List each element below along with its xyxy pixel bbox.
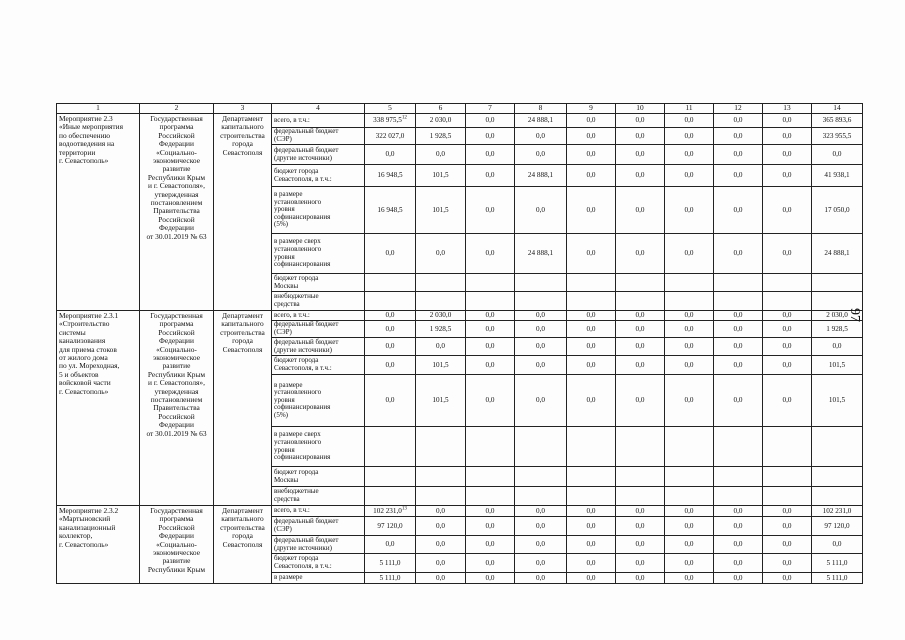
value-cell (515, 427, 567, 467)
value-cell: 0,0 (616, 234, 665, 274)
value-cell: 0,0 (763, 165, 812, 187)
value-cell: 0,0 (515, 554, 567, 573)
value-cell (416, 292, 466, 311)
header-row (57, 104, 863, 114)
value-cell (567, 427, 616, 467)
value-cell: 102 231,0 (812, 506, 863, 517)
value-cell: 0,0 (714, 506, 763, 517)
value-cell: 0,0 (763, 338, 812, 356)
value-cell: 0,0 (616, 165, 665, 187)
value-cell: 0,0 (466, 165, 515, 187)
value-cell: 5 111,0 (365, 554, 416, 573)
value-cell: 0,0 (763, 536, 812, 554)
header-cell: 9 (567, 104, 616, 114)
program-cell: Государственная программа Российской Федерации «Социально- экономическое развитие Республики Крым (140, 506, 214, 584)
header-cell: 4 (272, 104, 365, 114)
value-cell: 101,5 (812, 356, 863, 375)
header-cell: 8 (515, 104, 567, 114)
value-cell (466, 292, 515, 311)
value-cell: 0,0 (714, 536, 763, 554)
value-cell (416, 427, 466, 467)
value-cell: 0,0 (515, 311, 567, 321)
value-cell: 0,0 (416, 145, 466, 165)
value-cell: 0,0 (567, 338, 616, 356)
value-cell: 0,0 (665, 165, 714, 187)
value-cell: 24 888,1 (515, 234, 567, 274)
executor-cell: Департамент капитального строительства города Севастополя (214, 506, 272, 584)
value-cell: 0,0 (416, 338, 466, 356)
funding-source-cell: всего, в т.ч.: (272, 114, 365, 128)
funding-source-cell: всего, в т.ч.: (272, 311, 365, 321)
value-cell: 322 027,0 (365, 128, 416, 145)
funding-source-cell: внебюджетные средства (272, 292, 365, 311)
value-cell: 0,0 (714, 145, 763, 165)
header-cell: 3 (214, 104, 272, 114)
financing-table (56, 103, 863, 584)
value-cell: 101,5 (416, 375, 466, 427)
value-cell: 0,0 (665, 234, 714, 274)
value-cell: 0,0 (466, 114, 515, 128)
value-cell (616, 427, 665, 467)
value-cell: 0,0 (616, 554, 665, 573)
value-cell: 0,0 (567, 128, 616, 145)
table-row (57, 506, 863, 517)
value-cell: 0,0 (515, 506, 567, 517)
footnote-mark: 12 (401, 115, 407, 121)
value-cell (714, 274, 763, 292)
value-cell: 0,0 (763, 375, 812, 427)
value-cell (466, 487, 515, 506)
value-cell (616, 292, 665, 311)
value-cell (714, 427, 763, 467)
funding-source-cell: федеральный бюджет (другие источники) (272, 145, 365, 165)
value-cell: 0,0 (567, 311, 616, 321)
value-cell: 0,0 (515, 573, 567, 584)
value-cell: 0,0 (616, 321, 665, 338)
funding-source-cell: федеральный бюджет (другие источники) (272, 338, 365, 356)
value-cell (763, 487, 812, 506)
header-cell: 14 (812, 104, 863, 114)
value-cell: 0,0 (714, 517, 763, 536)
value-cell: 0,0 (616, 506, 665, 517)
value-cell (515, 292, 567, 311)
measure-cell: Мероприятие 2.3.2 «Мартыновский канализационный коллектор, г. Севастополь» (57, 506, 140, 584)
value-cell: 0,0 (665, 321, 714, 338)
value-cell: 0,0 (466, 536, 515, 554)
value-cell: 24 888,1 (812, 234, 863, 274)
value-cell: 0,0 (466, 375, 515, 427)
value-cell (812, 467, 863, 487)
value-cell: 0,0 (416, 517, 466, 536)
value-cell: 0,0 (616, 517, 665, 536)
header-cell: 2 (140, 104, 214, 114)
funding-source-cell: федеральный бюджет (другие источники) (272, 536, 365, 554)
value-cell: 0,0 (567, 573, 616, 584)
executor-cell: Департамент капитального строительства города Севастополя (214, 114, 272, 311)
value-cell (714, 487, 763, 506)
value-cell: 101,5 (416, 187, 466, 234)
funding-source-cell: всего, в т.ч.: (272, 506, 365, 517)
value-cell (567, 292, 616, 311)
funding-source-cell: бюджет города Севастополя, в т.ч.: (272, 165, 365, 187)
value-cell (466, 427, 515, 467)
value-cell: 0,0 (763, 517, 812, 536)
program-cell: Государственная программа Российской Федерации «Социально- экономическое развитие Республики Крым и г. Севастополя», утвержденная постановлением Правительства Российской Федерации от 30.01.2019 № 63 (140, 311, 214, 506)
value-cell: 0,0 (466, 554, 515, 573)
header-cell: 6 (416, 104, 466, 114)
value-cell: 0,0 (665, 517, 714, 536)
funding-source-cell: в размере (272, 573, 365, 584)
value-cell: 0,0 (665, 375, 714, 427)
value-cell (365, 292, 416, 311)
value-cell (616, 487, 665, 506)
value-cell (416, 467, 466, 487)
value-cell: 0,0 (714, 114, 763, 128)
value-cell: 0,0 (714, 356, 763, 375)
value-cell: 0,0 (714, 187, 763, 234)
header-cell: 12 (714, 104, 763, 114)
value-cell: 0,0 (714, 165, 763, 187)
value-cell: 0,0 (515, 145, 567, 165)
value-cell: 2 030,0 (416, 114, 466, 128)
measure-cell: Мероприятие 2.3.1 «Строительство системы канализования для приема стоков от жилого дома по ул. Мореходная, 5 и объектов войсковой части г. Севастополь» (57, 311, 140, 506)
value-cell: 0,0 (763, 506, 812, 517)
value-cell: 101,5 (416, 165, 466, 187)
value-cell: 97 120,0 (365, 517, 416, 536)
value-cell: 24 888,1 (515, 165, 567, 187)
funding-source-cell: внебюджетные средства (272, 487, 365, 506)
value-cell: 0,0 (616, 128, 665, 145)
value-cell: 0,0 (515, 187, 567, 234)
header-cell: 7 (466, 104, 515, 114)
value-cell: 0,0 (665, 573, 714, 584)
value-cell: 0,0 (466, 321, 515, 338)
value-cell: 2 030,0 (416, 311, 466, 321)
value-cell: 0,0 (616, 356, 665, 375)
value-cell: 0,0 (616, 145, 665, 165)
value-cell: 2 030,0 (812, 311, 863, 321)
value-cell: 0,0 (665, 536, 714, 554)
value-cell: 0,0 (665, 128, 714, 145)
value-cell: 0,0 (567, 114, 616, 128)
value-cell: 0,0 (466, 573, 515, 584)
value-cell (812, 274, 863, 292)
value-cell: 0,0 (466, 234, 515, 274)
page-number: 97 (847, 308, 862, 322)
value-cell: 16 948,5 (365, 165, 416, 187)
value-cell: 0,0 (665, 506, 714, 517)
value-cell (416, 274, 466, 292)
value-cell: 0,0 (466, 506, 515, 517)
value-cell: 0,0 (665, 338, 714, 356)
value-cell: 0,0 (515, 375, 567, 427)
value-cell: 5 111,0 (812, 573, 863, 584)
value-cell: 0,0 (616, 573, 665, 584)
program-cell: Государственная программа Российской Федерации «Социально- экономическое развитие Республики Крым и г. Севастополя», утвержденная постановлением Правительства Российской Федерации от 30.01.2019 № 63 (140, 114, 214, 311)
value-cell: 0,0 (567, 165, 616, 187)
measure-cell: Мероприятие 2.3 «Иные мероприятия по обеспечению водоотведения на территории г. Севастополь» (57, 114, 140, 311)
value-cell: 0,0 (763, 321, 812, 338)
footnote-mark: 13 (401, 506, 407, 512)
value-cell: 0,0 (616, 187, 665, 234)
value-cell: 0,0 (466, 145, 515, 165)
value-cell: 0,0 (365, 321, 416, 338)
value-cell (616, 467, 665, 487)
value-cell (567, 467, 616, 487)
value-text: 102 231,0 (373, 506, 402, 515)
value-cell (365, 487, 416, 506)
value-cell: 5 111,0 (812, 554, 863, 573)
value-cell (763, 427, 812, 467)
value-cell: 0,0 (365, 234, 416, 274)
value-cell: 0,0 (567, 517, 616, 536)
value-cell: 0,0 (567, 375, 616, 427)
value-cell: 0,0 (567, 554, 616, 573)
value-text: 338 975,5 (373, 116, 402, 125)
value-cell (567, 274, 616, 292)
funding-source-cell: в размере сверх установленного уровня софинансирования (272, 427, 365, 467)
value-cell: 0,0 (466, 311, 515, 321)
executor-cell: Департамент капитального строительства города Севастополя (214, 311, 272, 506)
value-cell (365, 506, 416, 517)
value-cell: 0,0 (567, 506, 616, 517)
value-cell: 0,0 (416, 536, 466, 554)
value-cell: 0,0 (567, 321, 616, 338)
value-cell (567, 487, 616, 506)
funding-source-cell: в размере сверх установленного уровня софинансирования (272, 234, 365, 274)
value-cell (714, 467, 763, 487)
value-cell (812, 427, 863, 467)
value-cell: 0,0 (616, 311, 665, 321)
value-cell: 0,0 (567, 234, 616, 274)
value-cell: 97 120,0 (812, 517, 863, 536)
value-cell: 1 928,5 (812, 321, 863, 338)
value-cell: 0,0 (763, 128, 812, 145)
value-cell: 0,0 (567, 356, 616, 375)
funding-source-cell: федеральный бюджет (СЭР) (272, 517, 365, 536)
funding-source-cell: в размере установленного уровня софинансирования (5%) (272, 187, 365, 234)
value-cell: 0,0 (763, 554, 812, 573)
value-cell: 0,0 (416, 234, 466, 274)
value-cell (365, 427, 416, 467)
value-cell (665, 292, 714, 311)
funding-source-cell: бюджет города Москвы (272, 467, 365, 487)
value-cell (763, 467, 812, 487)
funding-source-cell: федеральный бюджет (СЭР) (272, 321, 365, 338)
funding-source-cell: бюджет города Севастополя, в т.ч.: (272, 356, 365, 375)
header-cell: 11 (665, 104, 714, 114)
value-cell: 0,0 (515, 536, 567, 554)
value-cell: 0,0 (763, 145, 812, 165)
value-cell (714, 292, 763, 311)
value-cell: 323 955,5 (812, 128, 863, 145)
value-cell: 0,0 (616, 375, 665, 427)
value-cell (365, 274, 416, 292)
value-cell: 0,0 (515, 321, 567, 338)
value-cell: 0,0 (567, 187, 616, 234)
value-cell: 1 928,5 (416, 128, 466, 145)
value-cell: 0,0 (665, 554, 714, 573)
table-row (57, 114, 863, 128)
header-cell: 5 (365, 104, 416, 114)
value-cell: 101,5 (812, 375, 863, 427)
funding-source-cell: бюджет города Москвы (272, 274, 365, 292)
value-cell (515, 487, 567, 506)
value-cell: 0,0 (714, 375, 763, 427)
funding-source-cell: федеральный бюджет (СЭР) (272, 128, 365, 145)
value-cell: 0,0 (763, 573, 812, 584)
value-cell (665, 427, 714, 467)
value-cell: 0,0 (416, 554, 466, 573)
header-cell: 10 (616, 104, 665, 114)
value-cell (763, 274, 812, 292)
value-cell: 0,0 (714, 311, 763, 321)
table-row (57, 311, 863, 321)
value-cell: 41 938,1 (812, 165, 863, 187)
value-cell: 101,5 (416, 356, 466, 375)
value-cell (665, 487, 714, 506)
value-cell: 0,0 (763, 311, 812, 321)
value-cell: 0,0 (714, 573, 763, 584)
value-cell: 0,0 (567, 536, 616, 554)
value-cell: 0,0 (515, 338, 567, 356)
value-cell: 17 050,0 (812, 187, 863, 234)
value-cell: 0,0 (763, 187, 812, 234)
value-cell (466, 467, 515, 487)
value-cell: 0,0 (616, 114, 665, 128)
value-cell: 0,0 (665, 145, 714, 165)
value-cell: 16 948,5 (365, 187, 416, 234)
value-cell (466, 274, 515, 292)
value-cell (812, 487, 863, 506)
value-cell (665, 274, 714, 292)
value-cell: 0,0 (665, 114, 714, 128)
value-cell: 0,0 (365, 536, 416, 554)
value-cell: 0,0 (416, 573, 466, 584)
value-cell: 0,0 (567, 145, 616, 165)
value-cell: 0,0 (763, 234, 812, 274)
value-cell: 0,0 (812, 536, 863, 554)
value-cell: 0,0 (616, 536, 665, 554)
value-cell: 0,0 (466, 128, 515, 145)
value-cell (365, 467, 416, 487)
value-cell: 0,0 (365, 356, 416, 375)
value-cell: 0,0 (665, 311, 714, 321)
value-cell: 365 893,6 (812, 114, 863, 128)
value-cell (365, 114, 416, 128)
value-cell (515, 467, 567, 487)
value-cell: 0,0 (812, 145, 863, 165)
value-cell (665, 467, 714, 487)
value-cell: 0,0 (714, 338, 763, 356)
value-cell: 0,0 (466, 338, 515, 356)
funding-source-cell: в размере установленного уровня софинансирования (5%) (272, 375, 365, 427)
value-cell: 0,0 (466, 356, 515, 375)
value-cell: 0,0 (365, 145, 416, 165)
value-cell: 0,0 (416, 506, 466, 517)
value-cell: 0,0 (365, 311, 416, 321)
value-cell: 1 928,5 (416, 321, 466, 338)
value-cell: 0,0 (714, 321, 763, 338)
value-cell: 0,0 (763, 356, 812, 375)
header-cell: 13 (763, 104, 812, 114)
value-cell: 0,0 (812, 338, 863, 356)
value-cell: 0,0 (616, 338, 665, 356)
value-cell (416, 487, 466, 506)
value-cell: 0,0 (665, 187, 714, 234)
value-cell: 0,0 (665, 356, 714, 375)
value-cell: 0,0 (714, 128, 763, 145)
value-cell: 0,0 (763, 114, 812, 128)
value-cell: 0,0 (714, 234, 763, 274)
value-cell (616, 274, 665, 292)
header-cell: 1 (57, 104, 140, 114)
value-cell: 0,0 (365, 375, 416, 427)
value-cell: 24 888,1 (515, 114, 567, 128)
value-cell: 0,0 (466, 517, 515, 536)
value-cell: 0,0 (714, 554, 763, 573)
value-cell: 0,0 (365, 338, 416, 356)
value-cell: 0,0 (515, 517, 567, 536)
value-cell: 0,0 (515, 128, 567, 145)
value-cell (763, 292, 812, 311)
value-cell (515, 274, 567, 292)
funding-source-cell: бюджет города Севастополя, в т.ч.: (272, 554, 365, 573)
value-cell: 0,0 (466, 187, 515, 234)
value-cell: 5 111,0 (365, 573, 416, 584)
value-cell: 0,0 (515, 356, 567, 375)
